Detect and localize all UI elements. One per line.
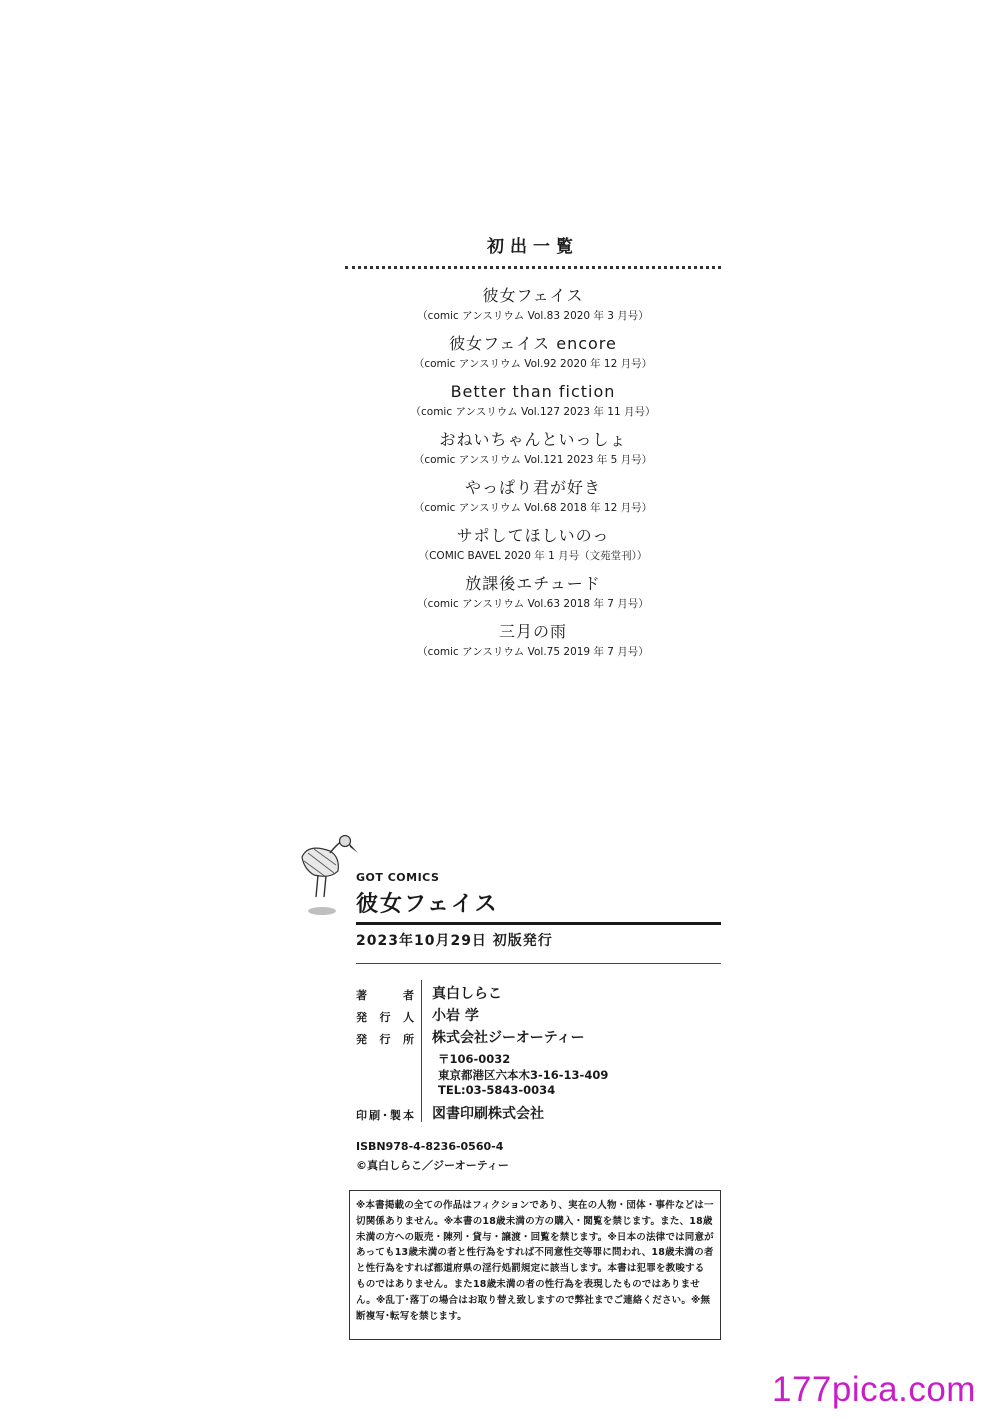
telephone: TEL:03-5843-0034	[438, 1083, 556, 1097]
author-name: 真白しらこ	[432, 986, 502, 1002]
legal-notice: ※本書掲載の全ての作品はフィクションであり、実在の人物・団体・事件などは一切関係ありません。※本書の18歳未満の方の購入・閲覧を禁じます。また、18歳未満の方への販売・陳列・貸与・譲渡・回覧を禁じます。※日本の法律では同意があっても13歳未満の者と性行為をすれば不同意性交等罪に問われ、18歳未満の者と性行為をすれば都道府県の淫行処罰規定に該当します。本書は犯罪を教唆するものではありません。また18歳未満の者の性行為を表現したものではありません。※乱丁･落丁の場合はお取り替え致しますので弊社までご連絡ください。※無断複写･転写を禁じます。	[349, 1190, 721, 1340]
list-item	[345, 381, 721, 429]
printer-name: 図書印刷株式会社	[432, 1106, 544, 1122]
work-source: （COMIC BAVEL 2020 年 1 月号（文苑堂刊））	[418, 550, 648, 562]
work-title: サポしてほしいのっ	[456, 526, 610, 545]
book-title: 彼女フェイス	[356, 892, 499, 917]
work-source: （comic アンスリウム Vol.63 2018 年 7 月号）	[417, 598, 649, 610]
work-source: （comic アンスリウム Vol.92 2020 年 12 月号）	[413, 358, 653, 370]
address: 東京都港区六本木3-16-13-409	[438, 1068, 609, 1082]
credits-divider	[421, 980, 422, 1122]
list-item	[345, 429, 721, 477]
list-item	[345, 525, 721, 573]
work-list	[345, 285, 721, 669]
work-source: （comic アンスリウム Vol.68 2018 年 12 月号）	[413, 502, 653, 514]
printer-label: 印刷･製本	[356, 1109, 414, 1122]
first-appearance-list	[345, 232, 721, 669]
publisher-person-name: 小岩 学	[432, 1008, 479, 1024]
work-title: Better than fiction	[450, 382, 616, 401]
work-title: 三月の雨	[498, 622, 567, 641]
work-source: （comic アンスリウム Vol.127 2023 年 11 月号）	[410, 406, 656, 418]
list-item	[345, 477, 721, 525]
copyright: ©真白しらこ／ジーオーティー	[356, 1159, 509, 1172]
work-title: おねいちゃんといっしょ	[439, 430, 627, 449]
list-item	[345, 285, 721, 333]
work-title: 放課後エチュード	[465, 574, 601, 593]
list-item	[345, 621, 721, 669]
list-item	[345, 573, 721, 621]
work-source: （comic アンスリウム Vol.83 2020 年 3 月号）	[417, 310, 649, 322]
work-title: やっぱり君が好き	[464, 478, 601, 497]
edition-date: 2023年10月29日 初版発行	[356, 933, 553, 949]
watermark: 177pica.com	[772, 1370, 976, 1409]
work-source: （comic アンスリウム Vol.121 2023 年 5 月号）	[413, 454, 653, 466]
first-appearance-title: 初出一覧	[487, 237, 579, 257]
list-item	[345, 333, 721, 381]
postal-code: 〒106-0032	[438, 1052, 511, 1066]
author-label: 著 者	[356, 989, 414, 1002]
publisher-name: 株式会社ジーオーティー	[432, 1030, 585, 1046]
bird-mascot-icon	[300, 835, 360, 920]
isbn: ISBN978-4-8236-0560-4	[356, 1140, 504, 1153]
publisher-label: 発行所	[356, 1033, 414, 1046]
dotted-divider	[345, 266, 721, 269]
work-source: （comic アンスリウム Vol.75 2019 年 7 月号）	[417, 646, 649, 658]
publisher-person-label: 発行人	[356, 1011, 414, 1024]
work-title: 彼女フェイス	[482, 286, 584, 305]
work-title: 彼女フェイス encore	[449, 334, 617, 353]
imprint-label: GOT COMICS	[356, 871, 440, 884]
edition-divider	[356, 963, 721, 964]
title-divider	[356, 922, 721, 925]
